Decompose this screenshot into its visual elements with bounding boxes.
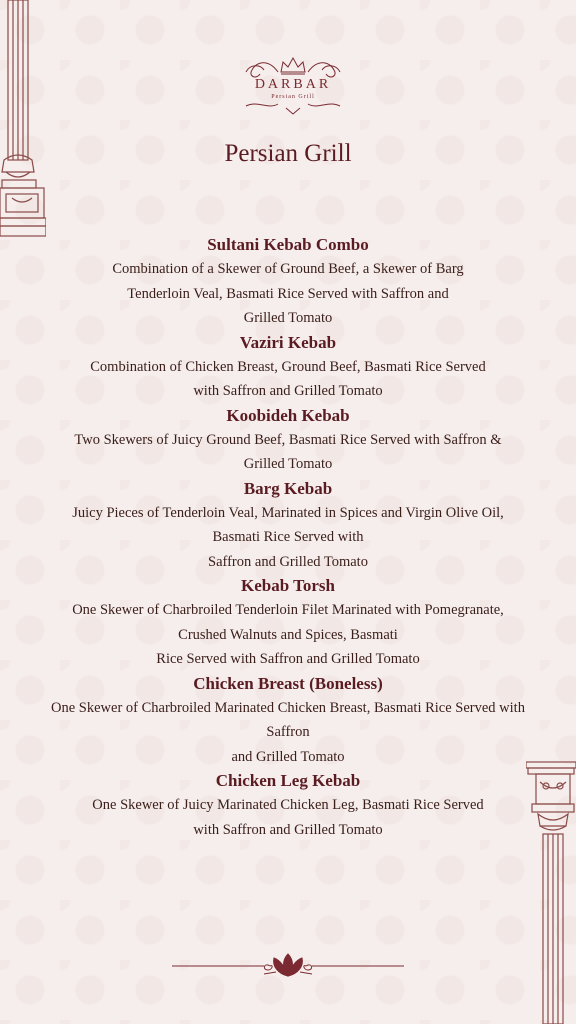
lotus-ornament-icon xyxy=(172,950,404,980)
description-line: One Skewer of Charbroiled Tenderloin Filet Marinated with Pomegranate, xyxy=(72,602,504,618)
description-line: Crushed Walnuts and Spices, Basmati xyxy=(178,626,398,643)
menu-item xyxy=(0,477,576,575)
description-line: Saffron and Grilled Tomato xyxy=(208,553,368,570)
brand-logo xyxy=(238,52,348,116)
menu-item-name: Sultani Kebab Combo xyxy=(207,235,369,254)
brand-name: DARBAR xyxy=(254,77,332,92)
description-line: Two Skewers of Juicy Ground Beef, Basmati Rice Served with Saffron & xyxy=(74,431,502,448)
menu-list xyxy=(0,233,576,842)
description-line: with Saffron and Grilled Tomato xyxy=(193,821,383,838)
description-line: Grilled Tomato xyxy=(243,456,333,472)
menu-item xyxy=(0,574,576,672)
menu-item-name: Chicken Breast (Boneless) xyxy=(193,673,383,693)
menu-item-description xyxy=(0,793,576,842)
column-icon-left xyxy=(0,0,46,238)
description-line: and Grilled Tomato xyxy=(231,748,345,765)
menu-item-description xyxy=(0,257,576,331)
menu-item xyxy=(0,672,576,770)
menu-item-name: Barg Kebab xyxy=(243,478,333,498)
description-line: with Saffron and Grilled Tomato xyxy=(193,383,383,399)
menu-item xyxy=(0,769,576,842)
description-line: Combination of a Skewer of Ground Beef, a Skewer of Barg xyxy=(112,261,464,277)
description-line: Juicy Pieces of Tenderloin Veal, Marinated in Spices and Virgin Olive Oil, xyxy=(72,504,504,521)
description-line: Saffron xyxy=(266,724,310,740)
menu-item-description xyxy=(0,696,576,770)
menu-item xyxy=(0,233,576,331)
description-line: Grilled Tomato xyxy=(243,310,333,326)
description-line: One Skewer of Charbroiled Marinated Chicken Breast, Basmati Rice Served with xyxy=(51,699,525,716)
brand-subtitle: Persian Grill xyxy=(271,94,315,100)
page-title: Persian Grill xyxy=(224,140,352,167)
menu-item-description xyxy=(0,598,576,672)
menu-item-description xyxy=(0,428,576,477)
menu-item-description xyxy=(0,501,576,575)
menu-item-name: Koobideh Kebab xyxy=(226,405,350,425)
menu-item-name: Chicken Leg Kebab xyxy=(215,771,361,790)
menu-item xyxy=(0,331,576,404)
menu-item-name: Vaziri Kebab xyxy=(239,332,337,352)
menu-item-name: Kebab Torsh xyxy=(240,576,335,595)
description-line: One Skewer of Juicy Marinated Chicken Leg, Basmati Rice Served xyxy=(92,797,484,813)
description-line: Combination of Chicken Breast, Ground Beef, Basmati Rice Served xyxy=(90,358,486,375)
menu-item xyxy=(0,404,576,477)
menu-item-description xyxy=(0,355,576,404)
description-line: Rice Served with Saffron and Grilled Tomato xyxy=(156,651,420,667)
description-line: Tenderloin Veal, Basmati Rice Served with Saffron and xyxy=(127,285,449,302)
description-line: Basmati Rice Served with xyxy=(212,529,364,545)
